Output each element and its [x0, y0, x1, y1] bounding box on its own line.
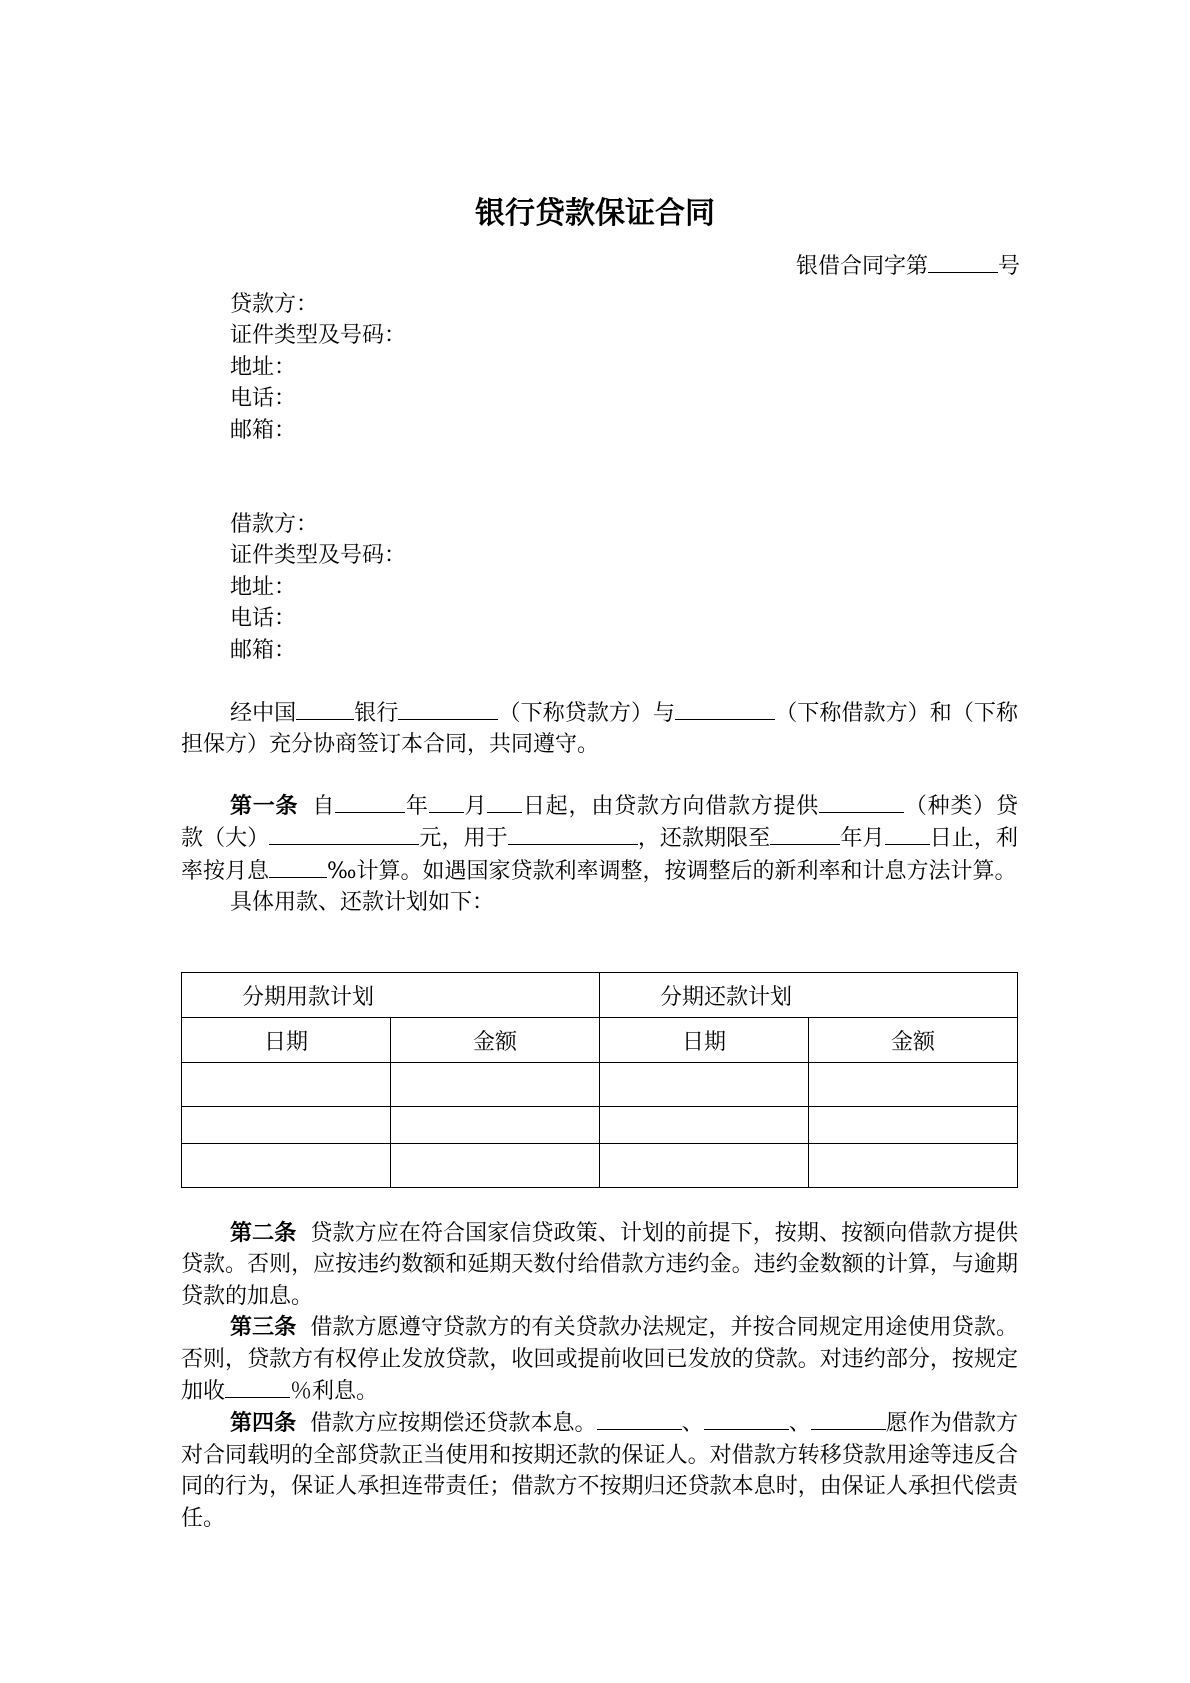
- table-cell[interactable]: [600, 1144, 809, 1188]
- drawdown-amount-header: 金额: [391, 1018, 600, 1063]
- table-cell[interactable]: [182, 1144, 391, 1188]
- borrower-phone-label: 电话：: [230, 606, 297, 632]
- penalty-rate-blank: [225, 1375, 290, 1398]
- contract-number: [796, 250, 1020, 283]
- lender-id-label: 证件类型及号码：: [230, 323, 407, 349]
- table-cell[interactable]: [809, 1063, 1018, 1107]
- start-day-blank: [487, 790, 522, 813]
- article-1-text-10: ‰计算。如遇国家贷款利率调整，按调整后的新利率和计息方法计算。: [327, 858, 1017, 884]
- table-row: [182, 1144, 1018, 1188]
- article-4-text-1: 借款方应按期偿还贷款本息。: [310, 1411, 597, 1437]
- preamble-text-1: 经中国: [230, 701, 297, 726]
- article-1-text-4: 日起，由贷款方向借款方提供: [522, 794, 820, 819]
- borrower-info: [230, 509, 406, 666]
- loan-plan-table: [181, 972, 1018, 1188]
- article-1-text-8: 年月: [840, 826, 885, 852]
- borrower-name-label: 借款方：: [230, 512, 319, 537]
- table-cell[interactable]: [391, 1107, 600, 1144]
- article-1-text-3: 月: [463, 794, 488, 819]
- preamble: [181, 697, 1018, 761]
- lender-email-label: 邮箱：: [230, 417, 297, 443]
- article-1-text-2: 年: [405, 794, 429, 819]
- loan-purpose-blank: [508, 822, 638, 845]
- article-4-text-2: 愿作为借款方对合同载明的全部贷款正当使用和按期还款的保证人。对借款方转移贷款用途等违反合同的行为，保证人承担连带责任；借款方不按期归还贷款本息时，由保证人承担代偿责任。: [181, 1411, 1018, 1531]
- article-1-text-6: 元，用于: [419, 826, 508, 852]
- article-1-paragraph: [181, 790, 1018, 887]
- table-cell[interactable]: [809, 1107, 1018, 1144]
- contract-number-prefix: 银借合同字第: [795, 254, 928, 279]
- end-year-blank: [770, 822, 840, 845]
- guarantor-2-blank: [704, 1407, 789, 1430]
- article-4-separator-1: 、: [681, 1411, 704, 1437]
- interest-rate-blank: [269, 855, 327, 878]
- start-month-blank: [429, 790, 464, 813]
- borrower-id-label: 证件类型及号码：: [230, 543, 407, 569]
- borrower-blank: [675, 697, 775, 720]
- preamble-paragraph: [181, 697, 1018, 761]
- lender-phone-label: 电话：: [230, 386, 297, 412]
- lender-address-label: 地址：: [230, 354, 297, 380]
- preamble-text-2: 银行: [354, 701, 399, 726]
- table-cell[interactable]: [391, 1144, 600, 1188]
- bank-name-blank: [296, 697, 354, 720]
- loan-type-blank: [819, 790, 904, 813]
- contract-number-suffix: 号: [997, 254, 1020, 279]
- lender-info: [230, 289, 406, 446]
- end-day-blank: [885, 822, 930, 845]
- article-2-text: 贷款方应在符合国家信贷政策、计划的前提下，按期、按额向借款方提供贷款。否则，应按违约数额和延期天数付给借款方违约金。违约金数额的计算，与逾期贷款的加息。: [181, 1221, 1018, 1309]
- table-cell[interactable]: [600, 1063, 809, 1107]
- table-cell[interactable]: [600, 1107, 809, 1144]
- borrower-address-label: 地址：: [230, 574, 297, 600]
- repayment-date-header: 日期: [600, 1018, 809, 1063]
- article-1-text-7: ，还款期限至: [637, 826, 771, 852]
- lender-blank: [398, 697, 498, 720]
- articles-2-4: [181, 1218, 1018, 1534]
- table-cell[interactable]: [182, 1107, 391, 1144]
- table-column-header-row: [182, 1018, 1018, 1063]
- table-group-header-row: [182, 973, 1018, 1018]
- start-year-blank: [335, 790, 405, 813]
- table-cell[interactable]: [391, 1063, 600, 1107]
- article-1: [181, 790, 1018, 919]
- preamble-text-5: （下称担保方）充分协商签订本合同，共同遵守。: [181, 701, 1018, 758]
- article-3-heading: 第三条: [230, 1314, 297, 1341]
- contract-number-blank: [928, 250, 998, 273]
- article-1-text-1: 自: [312, 794, 336, 819]
- article-3-paragraph: [181, 1312, 1018, 1407]
- repayment-amount-header: 金额: [809, 1018, 1018, 1063]
- article-1-heading: 第一条: [230, 793, 299, 819]
- borrower-email-label: 邮箱：: [230, 637, 297, 663]
- table-cell[interactable]: [182, 1063, 391, 1107]
- article-1-text-5: （种类）贷款（大）: [181, 794, 1018, 852]
- preamble-text-3: （下称贷款方）与: [498, 701, 676, 726]
- article-4-separator-2: 、: [788, 1411, 811, 1437]
- article-2-heading: 第二条: [230, 1220, 297, 1246]
- table-row: [182, 1107, 1018, 1144]
- guarantor-3-blank: [811, 1407, 886, 1430]
- article-2-paragraph: [181, 1218, 1018, 1312]
- repayment-plan-header: 分期还款计划: [600, 973, 1018, 1018]
- document-title: 银行贷款保证合同: [475, 196, 715, 231]
- guarantor-1-blank: [597, 1407, 682, 1430]
- article-4-paragraph: [181, 1407, 1018, 1534]
- article-1-text-9: 日止，利率按月息: [181, 826, 1018, 884]
- preamble-text-4: （下称借款方）和: [775, 701, 952, 726]
- plan-intro: 具体用款、还款计划如下：: [230, 890, 495, 916]
- article-3-text-1: 借款方愿遵守贷款方的有关贷款办法规定，并按合同规定用途使用贷款。否则，贷款方有权停止发放贷款，收回或提前收回已发放的贷款。对违约部分，按规定加收: [181, 1315, 1018, 1405]
- drawdown-plan-header: 分期用款计划: [182, 973, 600, 1018]
- lender-name-label: 贷款方：: [230, 292, 319, 317]
- article-3-text-2: ％利息。: [290, 1379, 379, 1405]
- drawdown-date-header: 日期: [182, 1018, 391, 1063]
- article-4-heading: 第四条: [230, 1410, 297, 1437]
- table-row: [182, 1063, 1018, 1107]
- table-cell[interactable]: [809, 1144, 1018, 1188]
- loan-amount-blank: [269, 822, 419, 845]
